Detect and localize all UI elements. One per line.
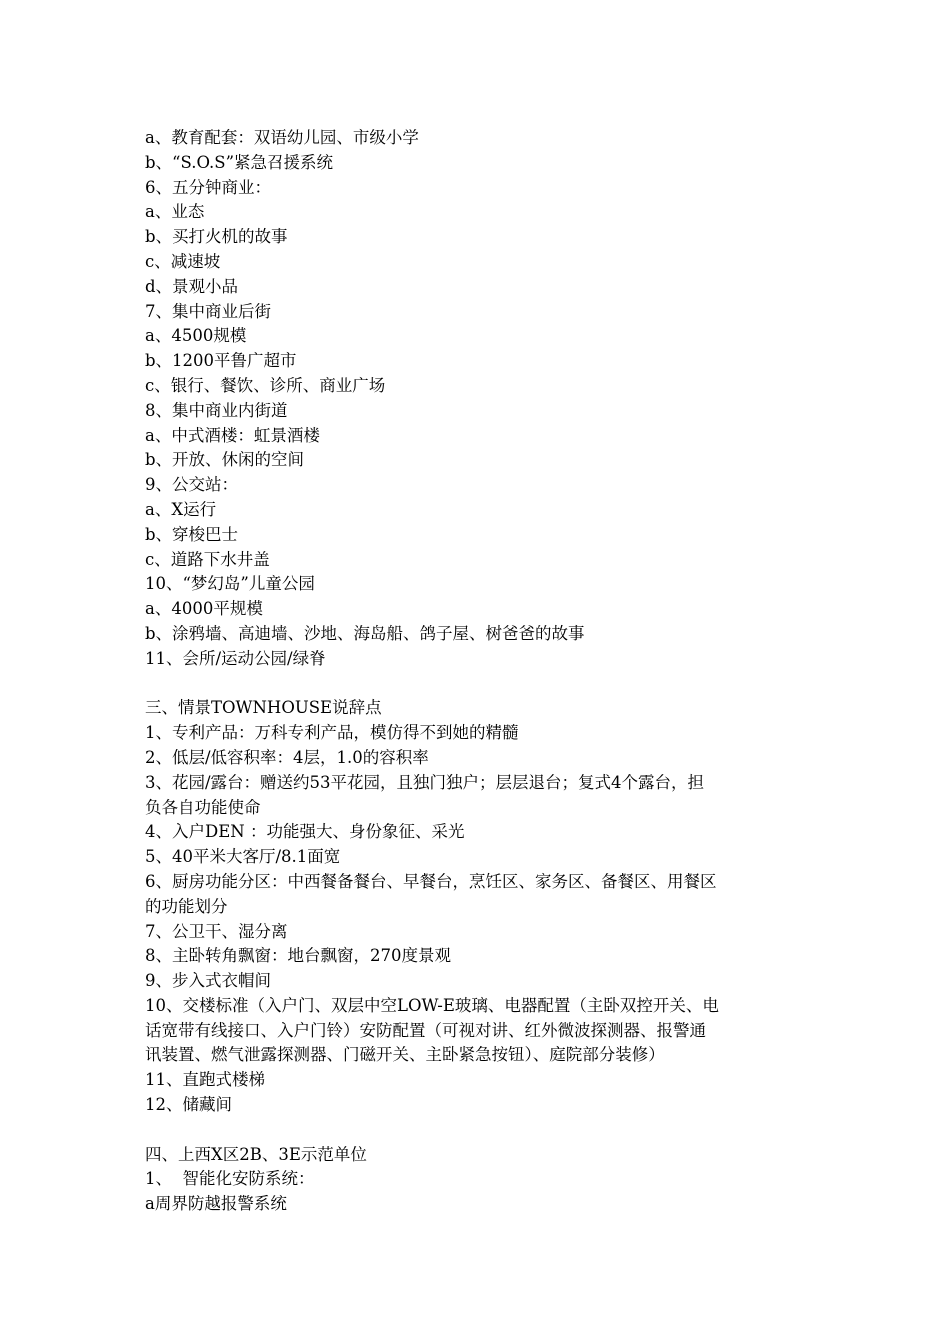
- text-line: 11、会所/运动公园/绿脊: [145, 648, 326, 668]
- text-line: 负各自功能使命: [145, 797, 261, 817]
- text-line: a、4500规模: [145, 326, 247, 346]
- text-line: 10、“梦幻岛”儿童公园: [145, 574, 315, 594]
- section-heading: 三、情景TOWNHOUSE说辞点: [145, 698, 382, 718]
- text-line: 2、低层/低容积率：4层，1.0的容积率: [145, 747, 429, 767]
- blank-line: [145, 1118, 810, 1143]
- text-line: 4、入户DEN ：功能强大、身份象征、采光: [145, 822, 465, 842]
- text-line: 讯装置、燃气泄露探测器、门磁开关、主卧紧急按钮）、庭院部分装修）: [145, 1045, 665, 1065]
- text-line: 1、 智能化安防系统：: [145, 1169, 315, 1189]
- text-line: 8、集中商业内街道: [145, 400, 288, 420]
- text-line: 9、公交站：: [145, 475, 238, 495]
- text-line: 7、集中商业后街: [145, 301, 271, 321]
- text-line: c、道路下水井盖: [145, 549, 270, 569]
- text-line: a、4000平规模: [145, 599, 263, 619]
- text-line: b、“S.O.S”紧急召援系统: [145, 152, 334, 172]
- text-line: a、X运行: [145, 499, 217, 519]
- text-line: a、中式酒楼：虹景酒楼: [145, 425, 320, 445]
- text-line: 9、步入式衣帽间: [145, 971, 271, 991]
- text-line: b、涂鸦墙、高迪墙、沙地、海岛船、鸽子屋、树爸爸的故事: [145, 623, 585, 643]
- text-line: c、减速坡: [145, 251, 221, 271]
- text-line: c、银行、餐饮、诊所、商业广场: [145, 375, 386, 395]
- text-line: b、1200平鲁广超市: [145, 351, 297, 371]
- text-line: a周界防越报警系统: [145, 1194, 287, 1214]
- text-line: 11、直跑式楼梯: [145, 1070, 265, 1090]
- text-line: b、穿梭巴士: [145, 524, 239, 544]
- text-line: 3、花园/露台：赠送约53平花园，且独门独户；层层退台；复式4个露台，担: [145, 772, 705, 792]
- text-line: 8、主卧转角飘窗：地台飘窗，270度景观: [145, 946, 451, 966]
- text-line: 话宽带有线接口、入户门铃）安防配置（可视对讲、红外微波探测器、报警通: [145, 1020, 706, 1040]
- text-line: a、教育配套：双语幼儿园、市级小学: [145, 128, 419, 147]
- text-line: 12、储藏间: [145, 1095, 232, 1115]
- text-line: 的功能划分: [145, 896, 228, 916]
- text-line: 6、厨房功能分区：中西餐备餐台、早餐台，烹饪区、家务区、备餐区、用餐区: [145, 871, 717, 891]
- blank-line: [145, 672, 810, 697]
- section-heading: 四、上西X区2B、3E示范单位: [145, 1144, 367, 1164]
- text-line: d、景观小品: [145, 276, 239, 296]
- text-line: b、开放、休闲的空间: [145, 450, 305, 470]
- text-line: b、买打火机的故事: [145, 227, 288, 247]
- text-line: a、业态: [145, 202, 205, 222]
- document-page: [145, 126, 810, 1217]
- text-line: 7、公卫干、湿分离: [145, 921, 288, 941]
- text-line: 5、40平米大客厅/8.1面宽: [145, 847, 341, 867]
- text-line: 10、交楼标准（入户门、双层中空LOW-E玻璃、电器配置（主卧双控开关、电: [145, 995, 719, 1015]
- text-line: 6、五分钟商业：: [145, 177, 271, 197]
- text-line: 1、专利产品：万科专利产品，模仿得不到她的精髓: [145, 723, 519, 743]
